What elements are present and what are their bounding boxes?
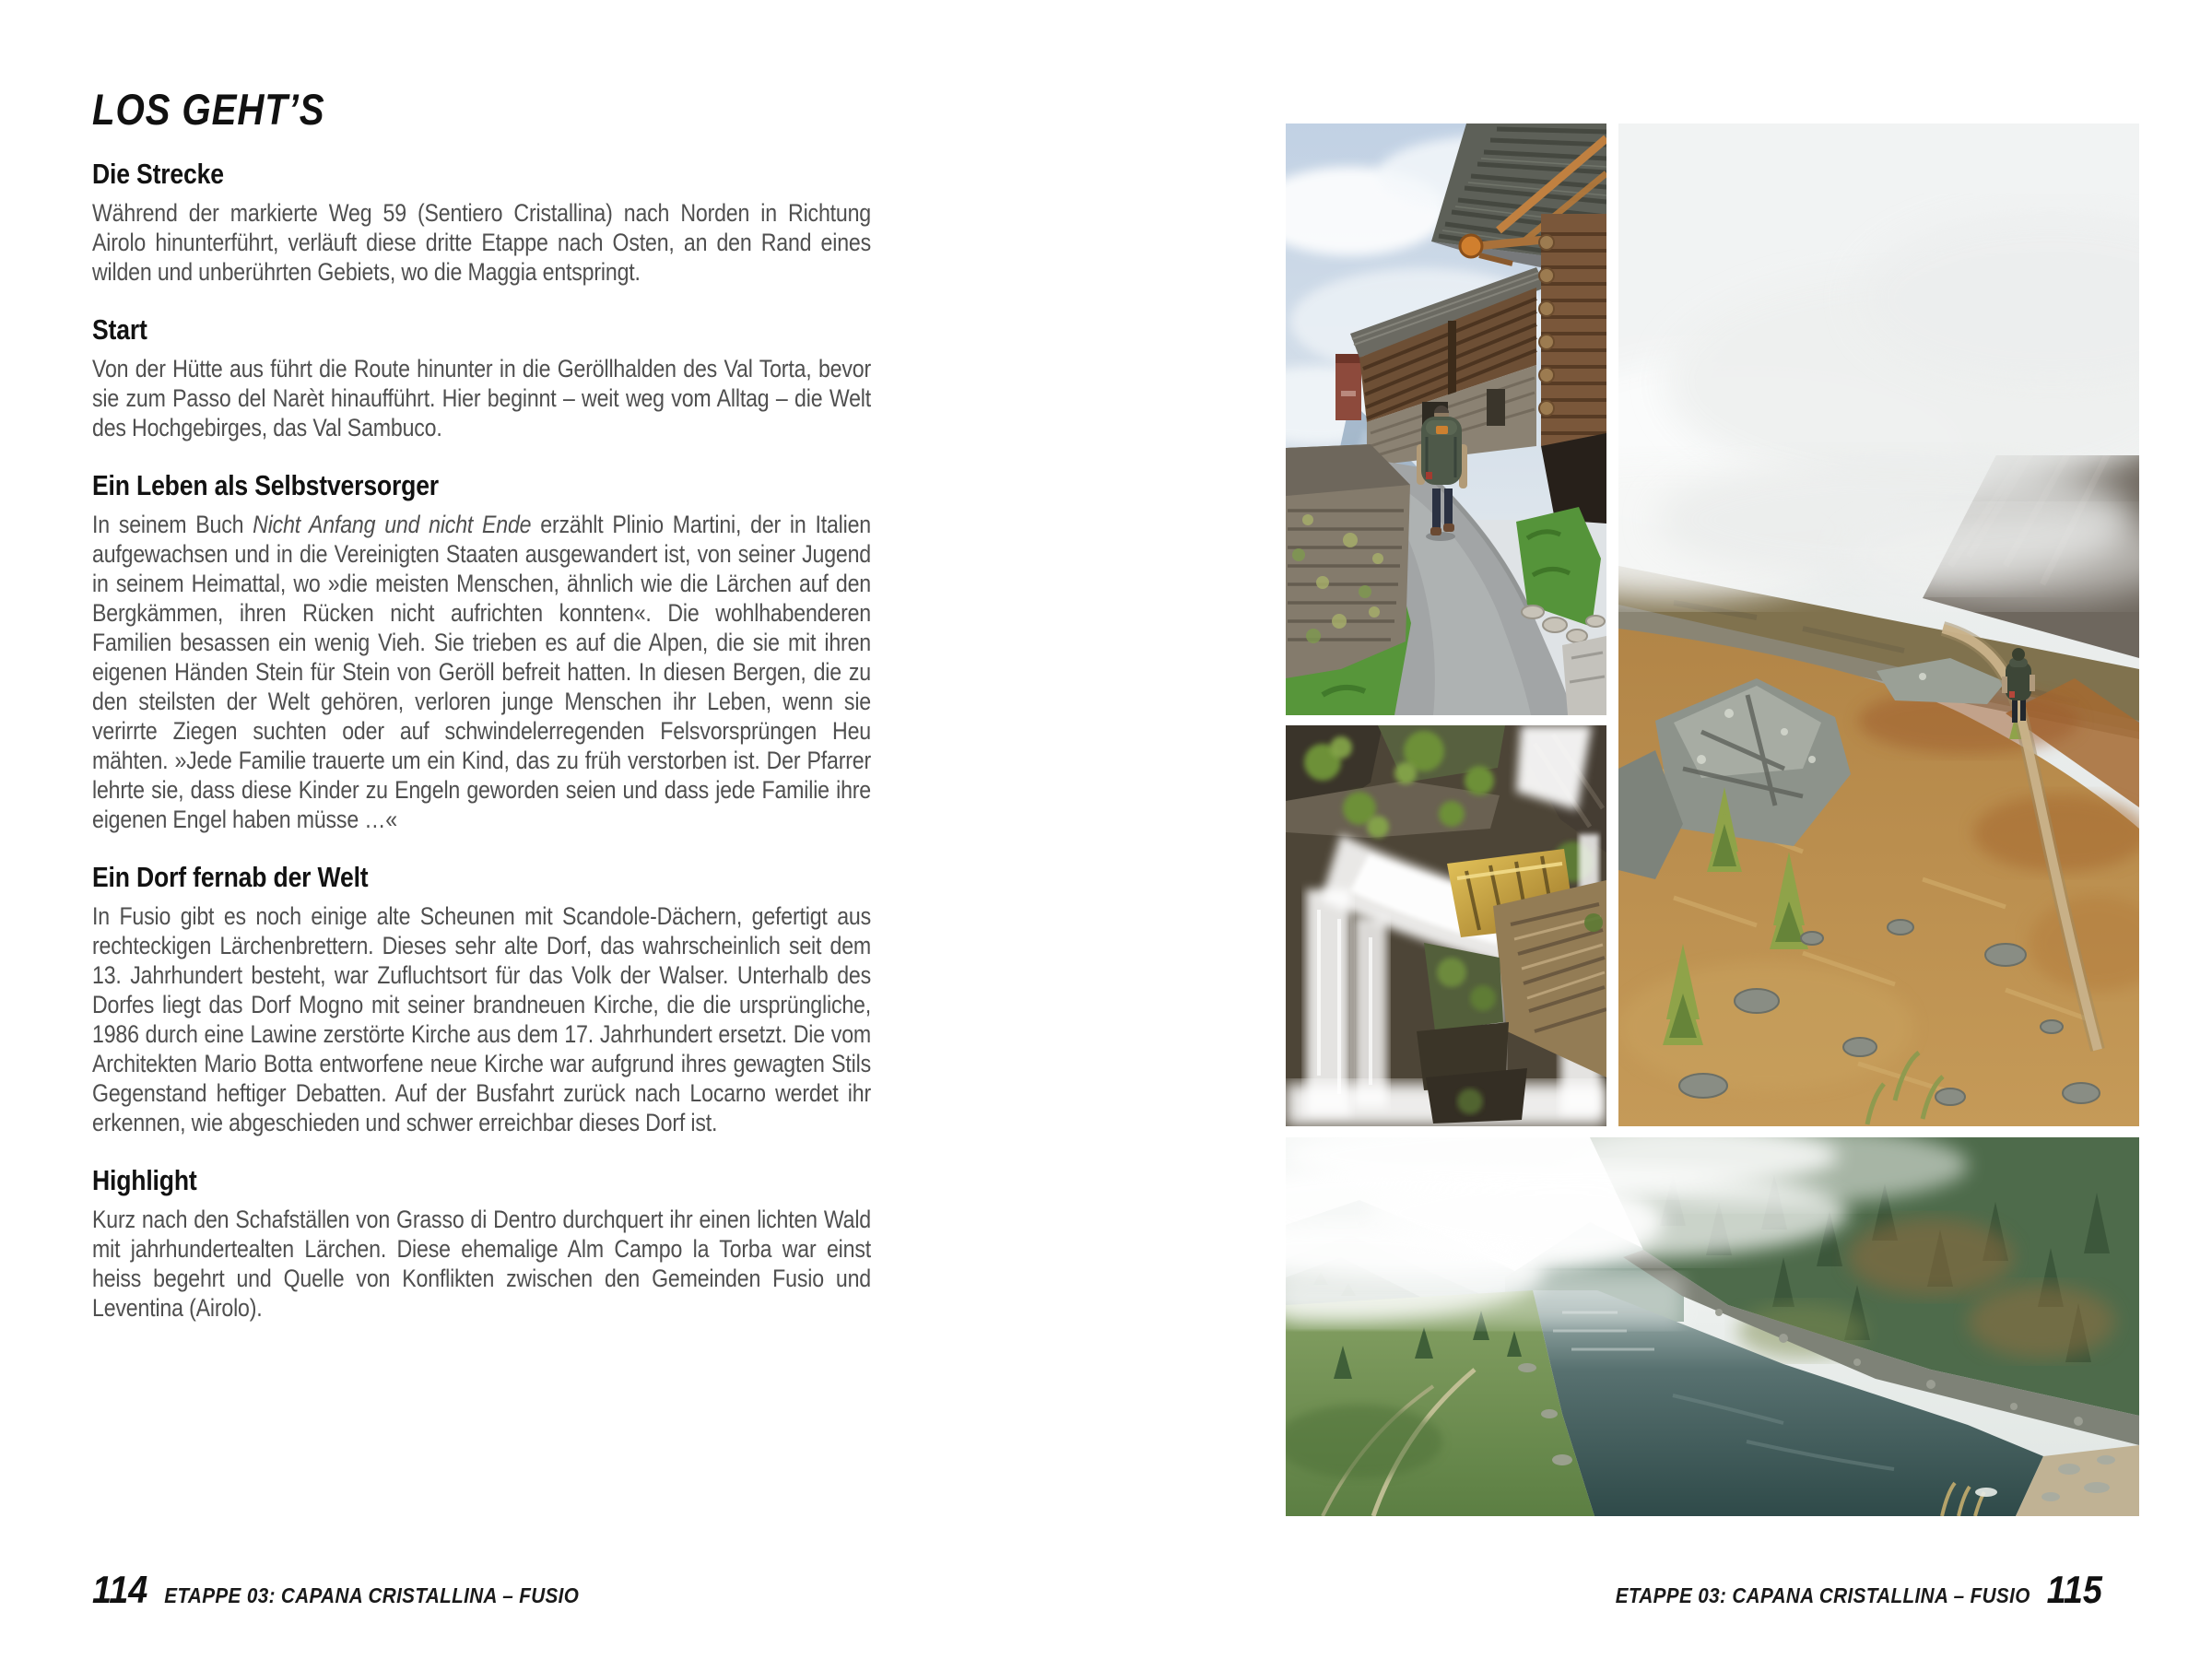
section-heading: Ein Leben als Selbstversorger <box>92 469 439 502</box>
photo-reservoir-lake <box>1286 1137 2139 1516</box>
section-body: Kurz nach den Schafställen von Grasso di Dentro durchquert ihr einen lichten Wald mit jahrhundertealten Lärchen. Diese ehemalige Alm Campo la Torba war einst heiss begehrt und Quelle von Konflikten zwischen den Gemeinden Fusio und Leventina (Airolo). <box>92 1206 872 1323</box>
left-page-text-column <box>92 85 872 1323</box>
page-number-right: 115 <box>2046 1568 2102 1611</box>
section-heading: Start <box>92 313 147 347</box>
lake-photo-illustration <box>1286 1137 2139 1516</box>
footer-left <box>92 1568 580 1611</box>
page-title: LOS GEHT’S <box>92 85 325 134</box>
waterfall-photo-illustration <box>1286 725 1606 1126</box>
section-body: In Fusio gibt es noch einige alte Scheunen mit Scandole-Dächern, gefertigt aus rechteckigen Lärchenbrettern. Dieses sehr alte Dorf, das wahrscheinlich seit dem 13. Jahrhundert besteht, war Zufluchtsort für das Volk der Walser. Unterhalb des Dorfes liegt das Dorf Mogno mit seiner brandneuen Kirche, die die ursprüngliche, 1986 durch eine Lawine zerstörte Kirche aus dem 17. Jahrhundert ersetzt. Die vom Architekten Mario Botta entworfene neue Kirche war aufgrund ihres gewagten Stils Gegenstand heftiger Debatten. Auf der Busfahrt zurück nach Locarno werdet ihr erkennen, wie abgeschieden und schwer erreichbar dieses Dorf ist. <box>92 902 872 1137</box>
section-highlight <box>92 1165 871 1323</box>
fog-bank <box>1618 124 2139 603</box>
section-selbstversorger <box>92 470 871 834</box>
footer-caption-right: ETAPPE 03: CAPANA CRISTALLINA – FUSIO <box>1615 1583 2030 1607</box>
section-body: Während der markierte Weg 59 (Sentiero Cristallina) nach Norden in Richtung Airolo hinunterführt, verläuft diese dritte Etappe nach Osten, an den Rand eines wilden und unberührten Gebiets, wo die Maggia entspringt. <box>92 199 872 287</box>
photo-foggy-valley-trail <box>1618 124 2139 1126</box>
section-body: Von der Hütte aus führt die Route hinunter in die Geröllhalden des Val Torta, bevor sie zum Passo del Narèt hinaufführt. Hier beginnt – weit weg vom Alltag – die Welt des Hochgebirges, das Val Sambuco. <box>92 355 872 442</box>
valley-photo-illustration <box>1618 124 2139 1126</box>
photo-village-path <box>1286 124 1606 715</box>
body-text: In seinem Buch <box>92 511 253 539</box>
footer-right <box>1615 1568 2102 1611</box>
page-number-left: 114 <box>92 1568 148 1611</box>
log-cabin-right <box>1539 214 1606 524</box>
photo-waterfall-cascade <box>1286 725 1606 1126</box>
section-dorf-fernab <box>92 862 871 1137</box>
section-heading: Die Strecke <box>92 158 224 190</box>
section-start <box>92 314 871 442</box>
section-heading: Highlight <box>92 1164 197 1197</box>
body-text: erzählt Plinio Martini, der in Italien aufgewachsen und in die Vereinigten Staaten ausgewandert ist, von seiner Jugend in seinem Heimattal, wo »die meisten Menschen, ähnlich wie die Lärchen auf den Bergkämmen, ihren Rücken nicht aufrichten konnten«. Die wohlhabenderen Familien besassen ein wenig Vieh. Sie trieben es auf die Alpen, die sie mit ihren eigenen Händen Stein für Stein von Geröll befreit hatten. In diesen Bergen, die zu den steilsten der Welt gehören, verloren junge Menschen ihr Leben, wenn sie verirrte Ziegen suchten oder auf schwindelerregenden Felsvorsprüngen Heu mähten. »Jede Familie trauerte um ein Kind, das zu früh verstorben ist. Der Pfarrer lehrte sie, dass diese Kinder zu Engeln geworden seien und dass jede Familie ihre eigenen Engel haben müsse …« <box>92 511 872 834</box>
book-reference-italic: Nicht Anfang und nicht Ende <box>253 511 532 539</box>
village-photo-illustration <box>1286 124 1606 715</box>
section-body <box>92 510 871 834</box>
red-building <box>1335 354 1361 420</box>
section-heading: Ein Dorf fernab der Welt <box>92 861 369 894</box>
section-die-strecke <box>92 159 871 287</box>
stone-wall-left <box>1286 444 1410 678</box>
footer-caption-left: ETAPPE 03: CAPANA CRISTALLINA – FUSIO <box>164 1583 580 1607</box>
